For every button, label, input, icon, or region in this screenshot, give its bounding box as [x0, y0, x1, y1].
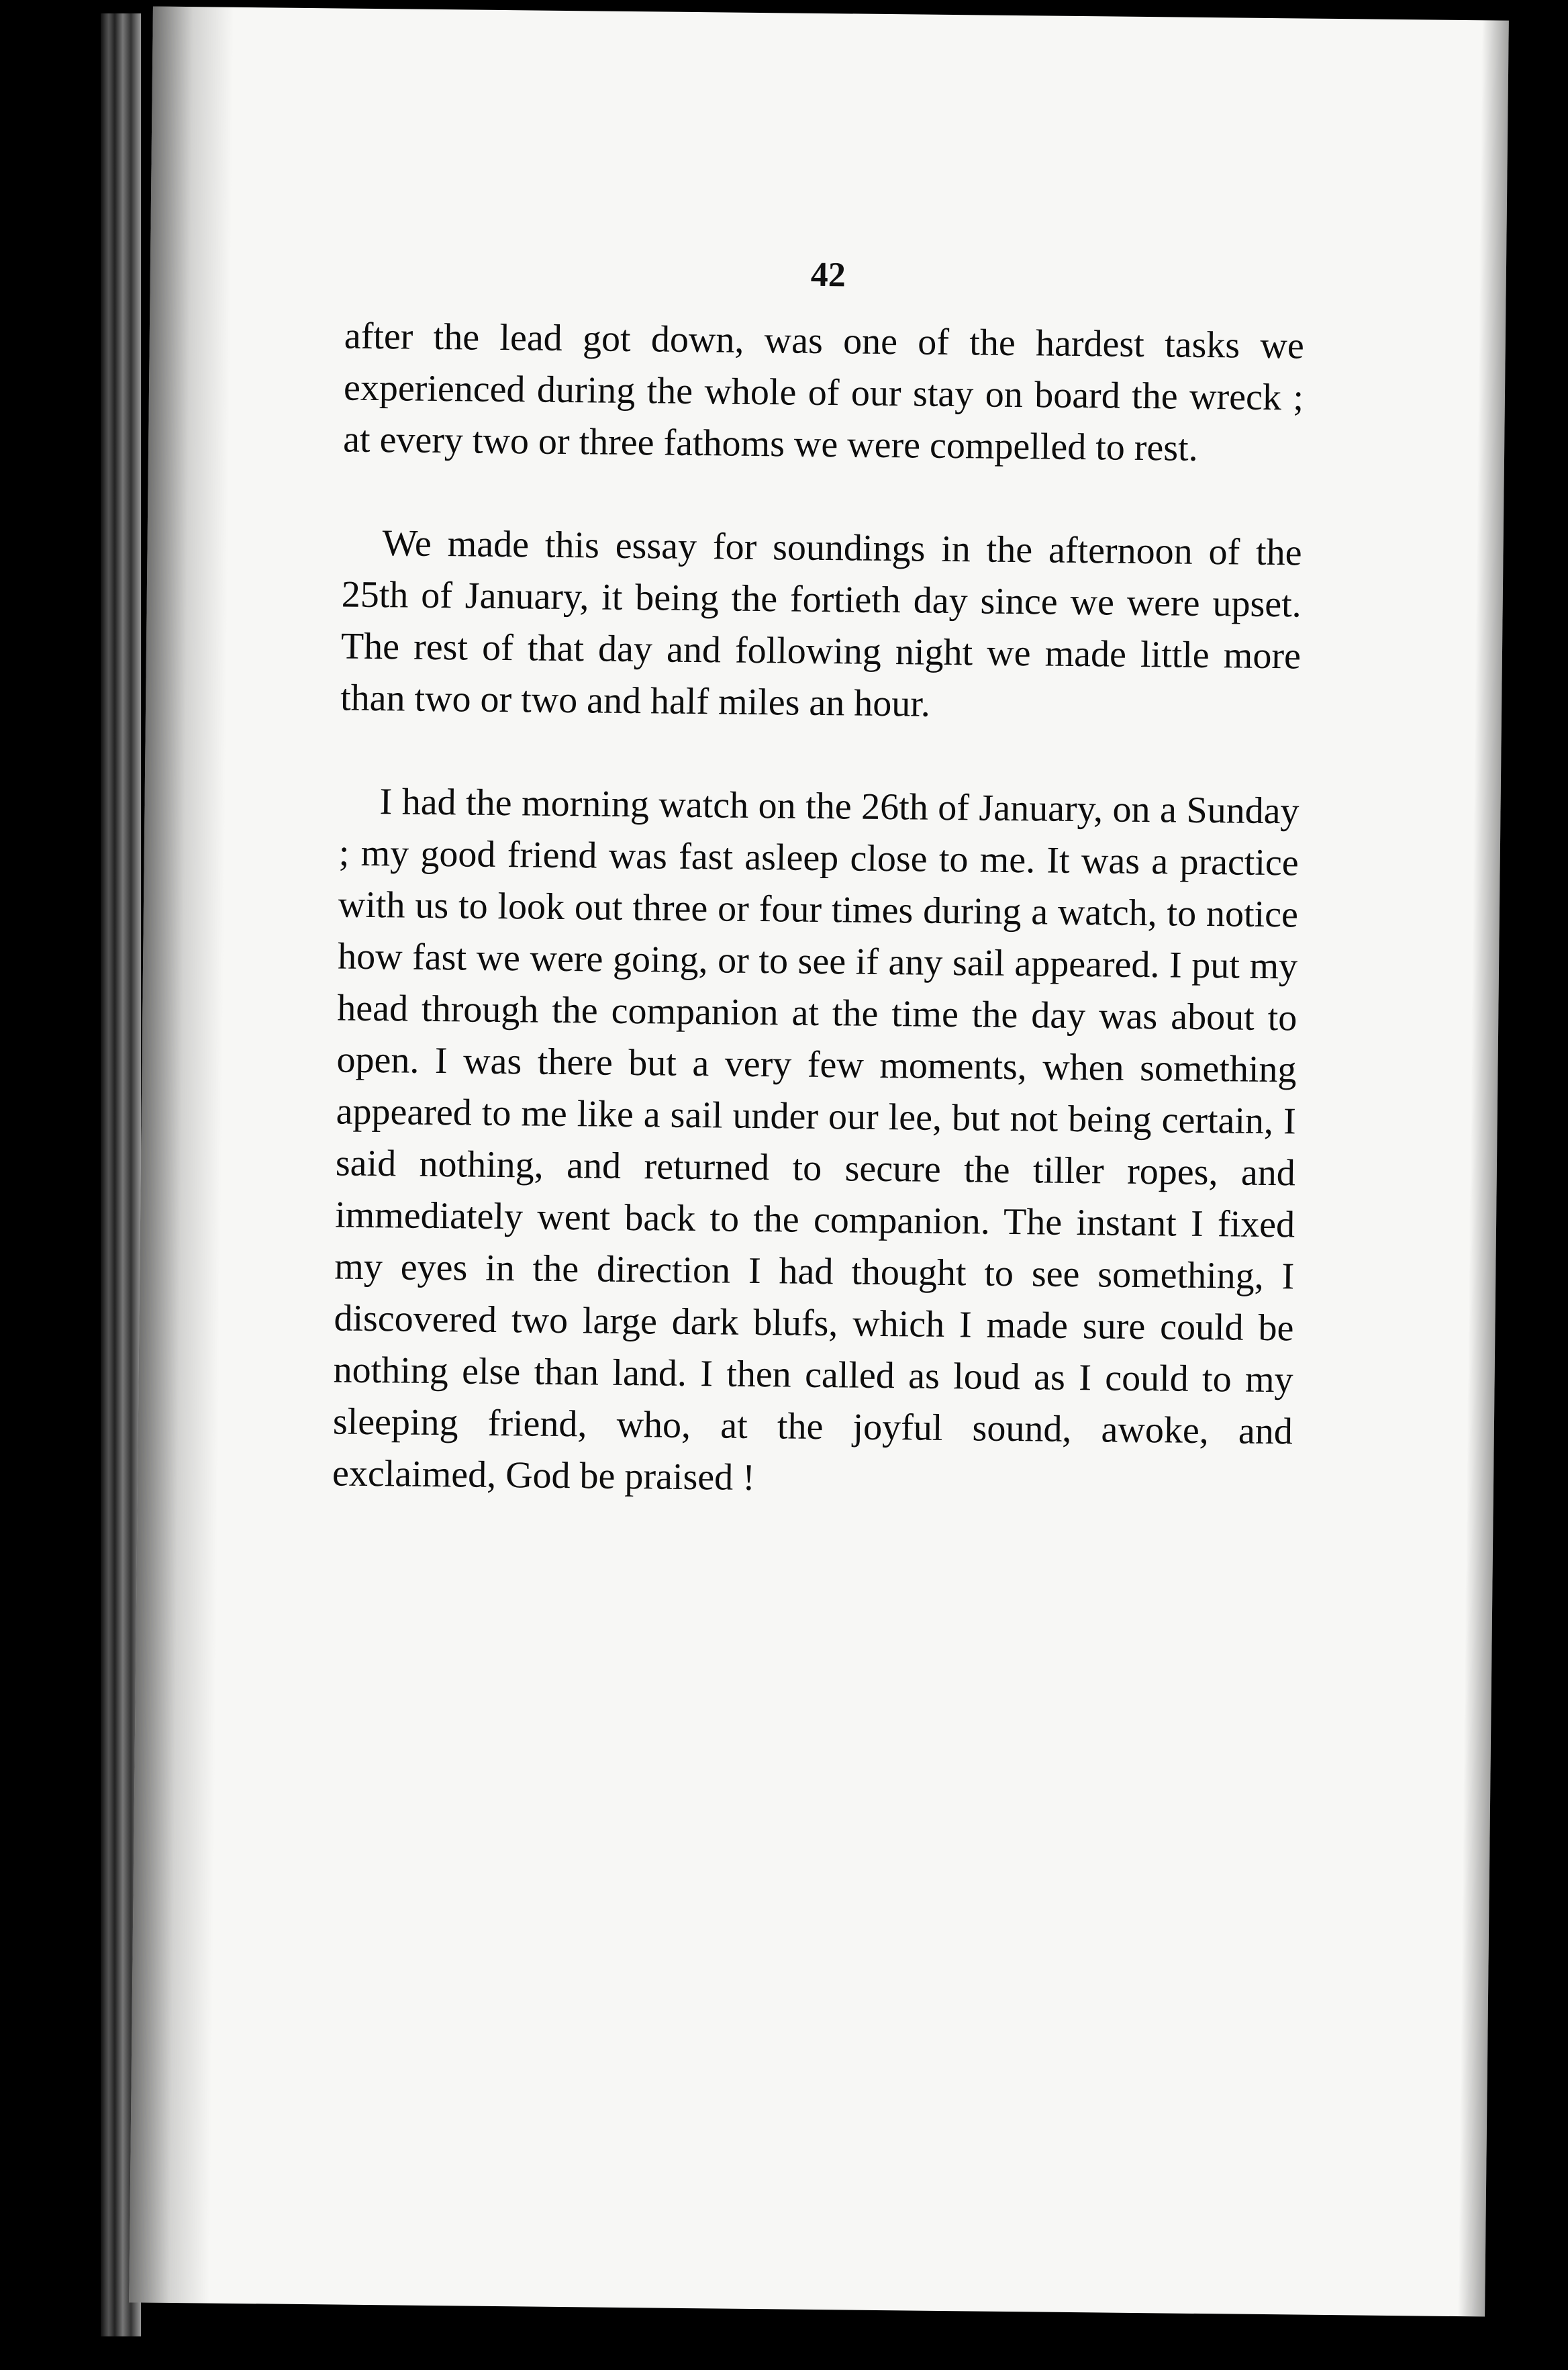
body-text: [332, 311, 1304, 1562]
paragraph: I had the morning watch on the 26th of January, on a Sunday ; my good friend was fast asleep close to me. It was a practice with us to look out three or four times during a watch, to notice how fast we were going, or to see if any sail appeared. I put my head through the companion at the time the day was about to open. I was there but a very few moments, when something appeared to me like a sail under our lee, but not being certain, I said nothing, and returned to secure the tiller ropes, and immediately went back to the companion. The instant I fixed my eyes in the direction I had thought to see something, I discovered two large dark blufs, which I made sure could be nothing else than land. I then called as loud as I could to my sleeping friend, who, at the joyful sound, awoke, and exclaimed, God be praised !: [332, 781, 1300, 1499]
page-edge-shadow: [1458, 20, 1509, 2316]
paragraph: We made this essay for soundings in the afternoon of the 25th of January, it being the fortieth day since we were upset. The rest of that day and following night we made little more than two or two and half miles an hour.: [340, 522, 1302, 725]
paragraph: after the lead got down, was one of the hardest tasks we experienced during the whole of our stay on board the wreck ; at every two or three fathoms we were compelled to rest.: [342, 315, 1305, 469]
page-number: 42: [810, 255, 846, 295]
book-page: [129, 7, 1509, 2317]
gutter-shadow: [129, 7, 234, 2304]
